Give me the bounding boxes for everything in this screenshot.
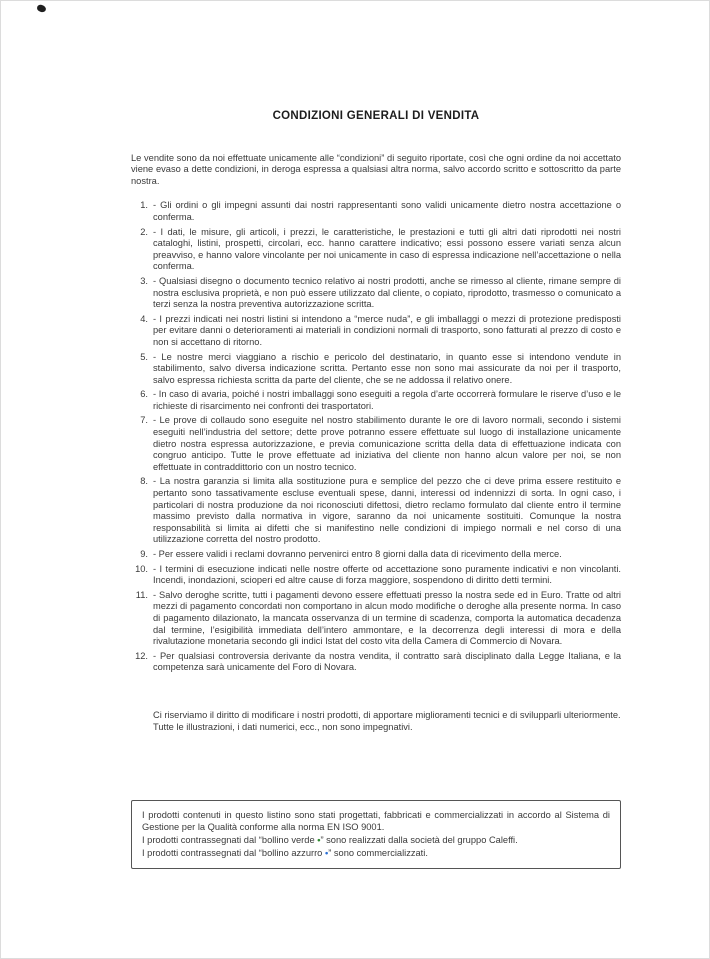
condition-number: 7.	[140, 415, 148, 426]
closing-line-2: Tutte le illustrazioni, i dati numerici, ecc., non sono impegnativi.	[153, 721, 413, 732]
condition-number: 3.	[140, 275, 148, 286]
condition-text: - Gli ordini o gli impegni assunti dai nostri rappresentanti sono validi unicamente dietro nostra accettazione o conferma.	[153, 200, 621, 222]
intro-paragraph: Le vendite sono da noi effettuate unicamente alle “condizioni” di seguito riportate, così che ogni ordine da noi accettato viene evaso a dette condizioni, in deroga espressa a qualsiasi altra norma, salvo accordo scritto e sottoscritto da parte nostra.	[131, 152, 621, 186]
condition-number: 12.	[135, 650, 148, 661]
conditions-document	[131, 111, 621, 733]
condition-item	[131, 651, 621, 674]
condition-number: 6.	[140, 389, 148, 400]
green-bollino-line	[142, 834, 610, 846]
condition-number: 8.	[140, 476, 148, 487]
condition-item	[131, 389, 621, 412]
condition-number: 4.	[140, 313, 148, 324]
closing-note	[131, 710, 621, 733]
condition-item	[131, 476, 621, 546]
condition-text: - Qualsiasi disegno o documento tecnico relativo ai nostri prodotti, anche se rimesso al cliente, rimane sempre di nostra esclusiva proprietà, e non può essere utilizzato dal cliente, o copiato, riprodotto, trasmesso o comunicato a terzi senza la nostra preventiva autorizzazione scritta.	[153, 275, 621, 310]
closing-line-1: Ci riserviamo il diritto di modificare i nostri prodotti, di apportare miglioramenti tecnici e di svilupparli ulteriormente.	[153, 709, 621, 720]
condition-text: - La nostra garanzia si limita alla sostituzione pura e semplice del pezzo che ci deve prima essere restituito e pertanto sono tassativamente escluse eventuali spese, danni, interessi od indennizzi di sorta. In ogni caso, i particolari di nostra produzione da noi riconosciuti difettosi, dietro reclamo formulato dal cliente entro il termine massimo previsto dalla normativa in vigore, saranno da noi unicamente sostituiti. Comunque la nostra responsabilità si limita ai difetti che si manifestino nelle condizioni di impiego normali e nel corso di una utilizzazione corretta del nostro prodotto.	[153, 476, 621, 545]
page-title: CONDIZIONI GENERALI DI VENDITA	[272, 110, 480, 122]
condition-text: - Salvo deroghe scritte, tutti i pagamenti devono essere effettuati presso la nostra sede ed in Euro. Tratte od altri mezzi di pagamento concordati non comportano in alcun modo modifiche o deroghe alla presente norma. In caso di pagamento dilazionato, la mancata osservanza di un termine di scadenza, comporta la automatica decadenza dal termine, l’esigibilità immediata dell’intero ammontare, e la decorrenza degli interessi di mora e della rivalutazione monetaria secondo gli indici Istat del costo vita della Camera di Commercio di Novara.	[153, 589, 621, 647]
condition-number: 9.	[140, 549, 148, 559]
blue-dot-icon: •	[324, 847, 329, 858]
condition-item	[131, 415, 621, 473]
condition-item	[131, 590, 621, 648]
condition-text: - Per essere validi i reclami dovranno pervenirci entro 8 giorni dalla data di ricevimento della merce.	[153, 549, 562, 559]
condition-text: - Le nostre merci viaggiano a rischio e pericolo del destinatario, in quanto esse si intendono vendute in stabilimento, salvo diversa indicazione scritta. Pertanto esse non sono mai assicurate da noi per il trasporto, salvo espressa richiesta scritta da parte del cliente, che se ne addossa il relativo onere.	[153, 351, 621, 385]
condition-item	[131, 200, 621, 223]
blue-bollino-line	[142, 847, 610, 859]
blue-line-prefix: I prodotti contrassegnati dal “bollino azzurro	[142, 847, 325, 858]
green-line-prefix: I prodotti contrassegnati dal “bollino verde	[142, 835, 318, 846]
condition-item	[131, 314, 621, 349]
condition-number: 10.	[135, 563, 148, 574]
condition-item	[131, 564, 621, 587]
iso-paragraph: I prodotti contenuti in questo listino sono stati progettati, fabbricati e commercializzati in accordo al Sistema di Gestione per la Qualità conforme alla norma EN ISO 9001.	[142, 810, 610, 833]
condition-item	[131, 276, 621, 311]
condition-text: - I dati, le misure, gli articoli, i prezzi, le caratteristiche, le prestazioni e tutti gli altri dati riprodotti nei nostri cataloghi, listini, prospetti, circolari, ecc. hanno carattere indicativo; essi possono essere variati senza alcun preavviso, e hanno valore vincolante per noi unicamente in caso di espressa indicazione nell’accettazione o nella conferma.	[153, 226, 621, 272]
green-line-suffix: ” sono realizzati dalla società del gruppo Caleffi.	[320, 835, 518, 846]
condition-item	[131, 352, 621, 387]
condition-number: 11.	[135, 589, 148, 600]
scan-artifact	[36, 4, 46, 13]
condition-text: - In caso di avaria, poiché i nostri imballaggi sono eseguiti a regola d’arte occorrerà formulare le riserve d’uso e le richieste di risarcimento nei confronti dei trasportatori.	[153, 389, 621, 411]
quality-notice-box	[131, 800, 621, 869]
condition-text: - I prezzi indicati nei nostri listini si intendono a “merce nuda”, e gli imballaggi o mezzi di protezione predisposti per evitare danni o deterioramenti ai materiali in condizioni normali di trasporto, sono fatturati al prezzo di costo e non si accettano di ritorno.	[153, 313, 621, 347]
condition-number: 2.	[140, 226, 148, 237]
green-dot-icon: •	[317, 835, 321, 846]
condition-number: 1.	[140, 200, 148, 211]
condition-text: - I termini di esecuzione indicati nelle nostre offerte od accettazione sono puramente indicativi e non vincolanti. Incendi, inondazioni, scioperi ed altre cause di forza maggiore, sospendono di diritto detti termini.	[153, 563, 621, 586]
condition-item	[131, 227, 621, 273]
condition-text: - Per qualsiasi controversia derivante da nostra vendita, il contratto sarà disciplinato dalla Legge Italiana, e la competenza sarà unicamente del Foro di Novara.	[153, 650, 621, 673]
blue-line-suffix: ” sono commercializzati.	[328, 847, 428, 858]
conditions-list	[131, 200, 621, 674]
condition-number: 5.	[140, 351, 148, 362]
condition-item	[131, 549, 621, 561]
condition-text: - Le prove di collaudo sono eseguite nel nostro stabilimento durante le ore di lavoro normali, secondo i sistemi eseguiti nell’industria del settore; dette prove potranno essere effettuate sul luogo di installazione unicamente dietro nostra espressa autorizzazione, e previa comunicazione scritta della data di effettuazione indicata con congruo anticipo. Tutte le prove effettuate ad iniziativa del cliente non hanno alcun valore per noi, se non effettuate in contraddittorio con un nostro tecnico.	[153, 415, 621, 472]
